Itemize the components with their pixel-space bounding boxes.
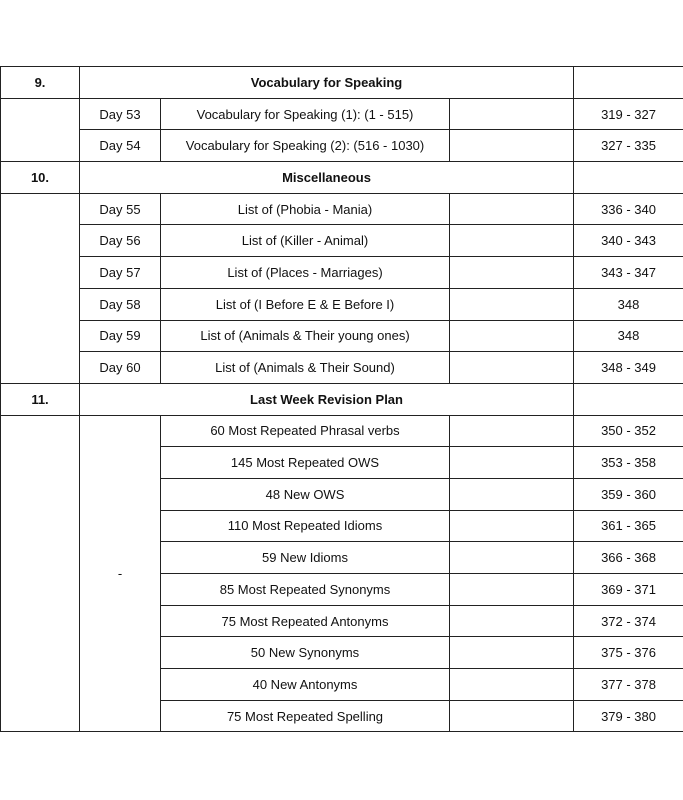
section-pages [574, 162, 683, 194]
pages-cell: 366 - 368 [574, 542, 683, 574]
section-pages [574, 383, 683, 415]
blank-cell [450, 478, 574, 510]
blank-cell [450, 225, 574, 257]
topic-cell: 75 Most Repeated Spelling [161, 700, 450, 732]
topic-cell: Vocabulary for Speaking (1): (1 - 515) [161, 98, 450, 130]
blank-cell [450, 510, 574, 542]
topic-cell: List of (I Before E & E Before I) [161, 288, 450, 320]
blank-cell [450, 447, 574, 479]
pages-cell: 336 - 340 [574, 193, 683, 225]
pages-cell: 340 - 343 [574, 225, 683, 257]
section-number: 9. [1, 67, 80, 99]
pages-cell: 372 - 374 [574, 605, 683, 637]
day-cell: Day 57 [80, 257, 161, 289]
topic-cell: 50 New Synonyms [161, 637, 450, 669]
contents-table [0, 66, 683, 732]
blank-cell [450, 700, 574, 732]
table-row [1, 225, 683, 257]
section-title: Last Week Revision Plan [80, 383, 574, 415]
table-row [1, 193, 683, 225]
table-row [1, 288, 683, 320]
section-header-row [1, 162, 683, 194]
pages-cell: 327 - 335 [574, 130, 683, 162]
pages-cell: 375 - 376 [574, 637, 683, 669]
table-row [1, 98, 683, 130]
section-title: Miscellaneous [80, 162, 574, 194]
topic-cell: 145 Most Repeated OWS [161, 447, 450, 479]
table-row [1, 130, 683, 162]
section-number: 10. [1, 162, 80, 194]
blank-cell [450, 352, 574, 384]
blank-cell [450, 288, 574, 320]
pages-cell: 377 - 378 [574, 669, 683, 701]
topic-cell: 85 Most Repeated Synonyms [161, 574, 450, 606]
section-title: Vocabulary for Speaking [80, 67, 574, 99]
topic-cell: List of (Phobia - Mania) [161, 193, 450, 225]
day-cell: Day 56 [80, 225, 161, 257]
blank-cell [450, 637, 574, 669]
section-pages [574, 67, 683, 99]
pages-cell: 353 - 358 [574, 447, 683, 479]
blank-cell [450, 257, 574, 289]
table-row [1, 352, 683, 384]
table-row [1, 257, 683, 289]
pages-cell: 348 [574, 288, 683, 320]
pages-cell: 379 - 380 [574, 700, 683, 732]
section-header-row [1, 383, 683, 415]
topic-cell: List of (Animals & Their Sound) [161, 352, 450, 384]
day-cell: Day 53 [80, 98, 161, 130]
pages-cell: 348 - 349 [574, 352, 683, 384]
day-cell: Day 58 [80, 288, 161, 320]
topic-cell: 48 New OWS [161, 478, 450, 510]
blank-cell [450, 320, 574, 352]
blank-cell [450, 130, 574, 162]
blank-cell [450, 542, 574, 574]
pages-cell: 348 [574, 320, 683, 352]
section-number-spacer [1, 98, 80, 161]
day-cell: Day 55 [80, 193, 161, 225]
topic-cell: List of (Killer - Animal) [161, 225, 450, 257]
topic-cell: 110 Most Repeated Idioms [161, 510, 450, 542]
blank-cell [450, 193, 574, 225]
day-cell: Day 54 [80, 130, 161, 162]
pages-cell: 361 - 365 [574, 510, 683, 542]
pages-cell: 350 - 352 [574, 415, 683, 447]
day-cell: Day 59 [80, 320, 161, 352]
blank-cell [450, 415, 574, 447]
pages-cell: 319 - 327 [574, 98, 683, 130]
blank-cell [450, 574, 574, 606]
topic-cell: 75 Most Repeated Antonyms [161, 605, 450, 637]
blank-cell [450, 98, 574, 130]
table-row [1, 320, 683, 352]
section-number: 11. [1, 383, 80, 415]
contents-table-body [1, 67, 683, 732]
topic-cell: 59 New Idioms [161, 542, 450, 574]
section-number-spacer [1, 193, 80, 383]
day-cell: Day 60 [80, 352, 161, 384]
section-header-row [1, 67, 683, 99]
topic-cell: 60 Most Repeated Phrasal verbs [161, 415, 450, 447]
topic-cell: Vocabulary for Speaking (2): (516 - 1030) [161, 130, 450, 162]
pages-cell: 359 - 360 [574, 478, 683, 510]
pages-cell: 369 - 371 [574, 574, 683, 606]
blank-cell [450, 669, 574, 701]
table-row [1, 415, 683, 447]
topic-cell: List of (Places - Marriages) [161, 257, 450, 289]
blank-cell [450, 605, 574, 637]
topic-cell: 40 New Antonyms [161, 669, 450, 701]
pages-cell: 343 - 347 [574, 257, 683, 289]
section-number-spacer [1, 415, 80, 732]
topic-cell: List of (Animals & Their young ones) [161, 320, 450, 352]
day-cell-merged: - [80, 415, 161, 732]
